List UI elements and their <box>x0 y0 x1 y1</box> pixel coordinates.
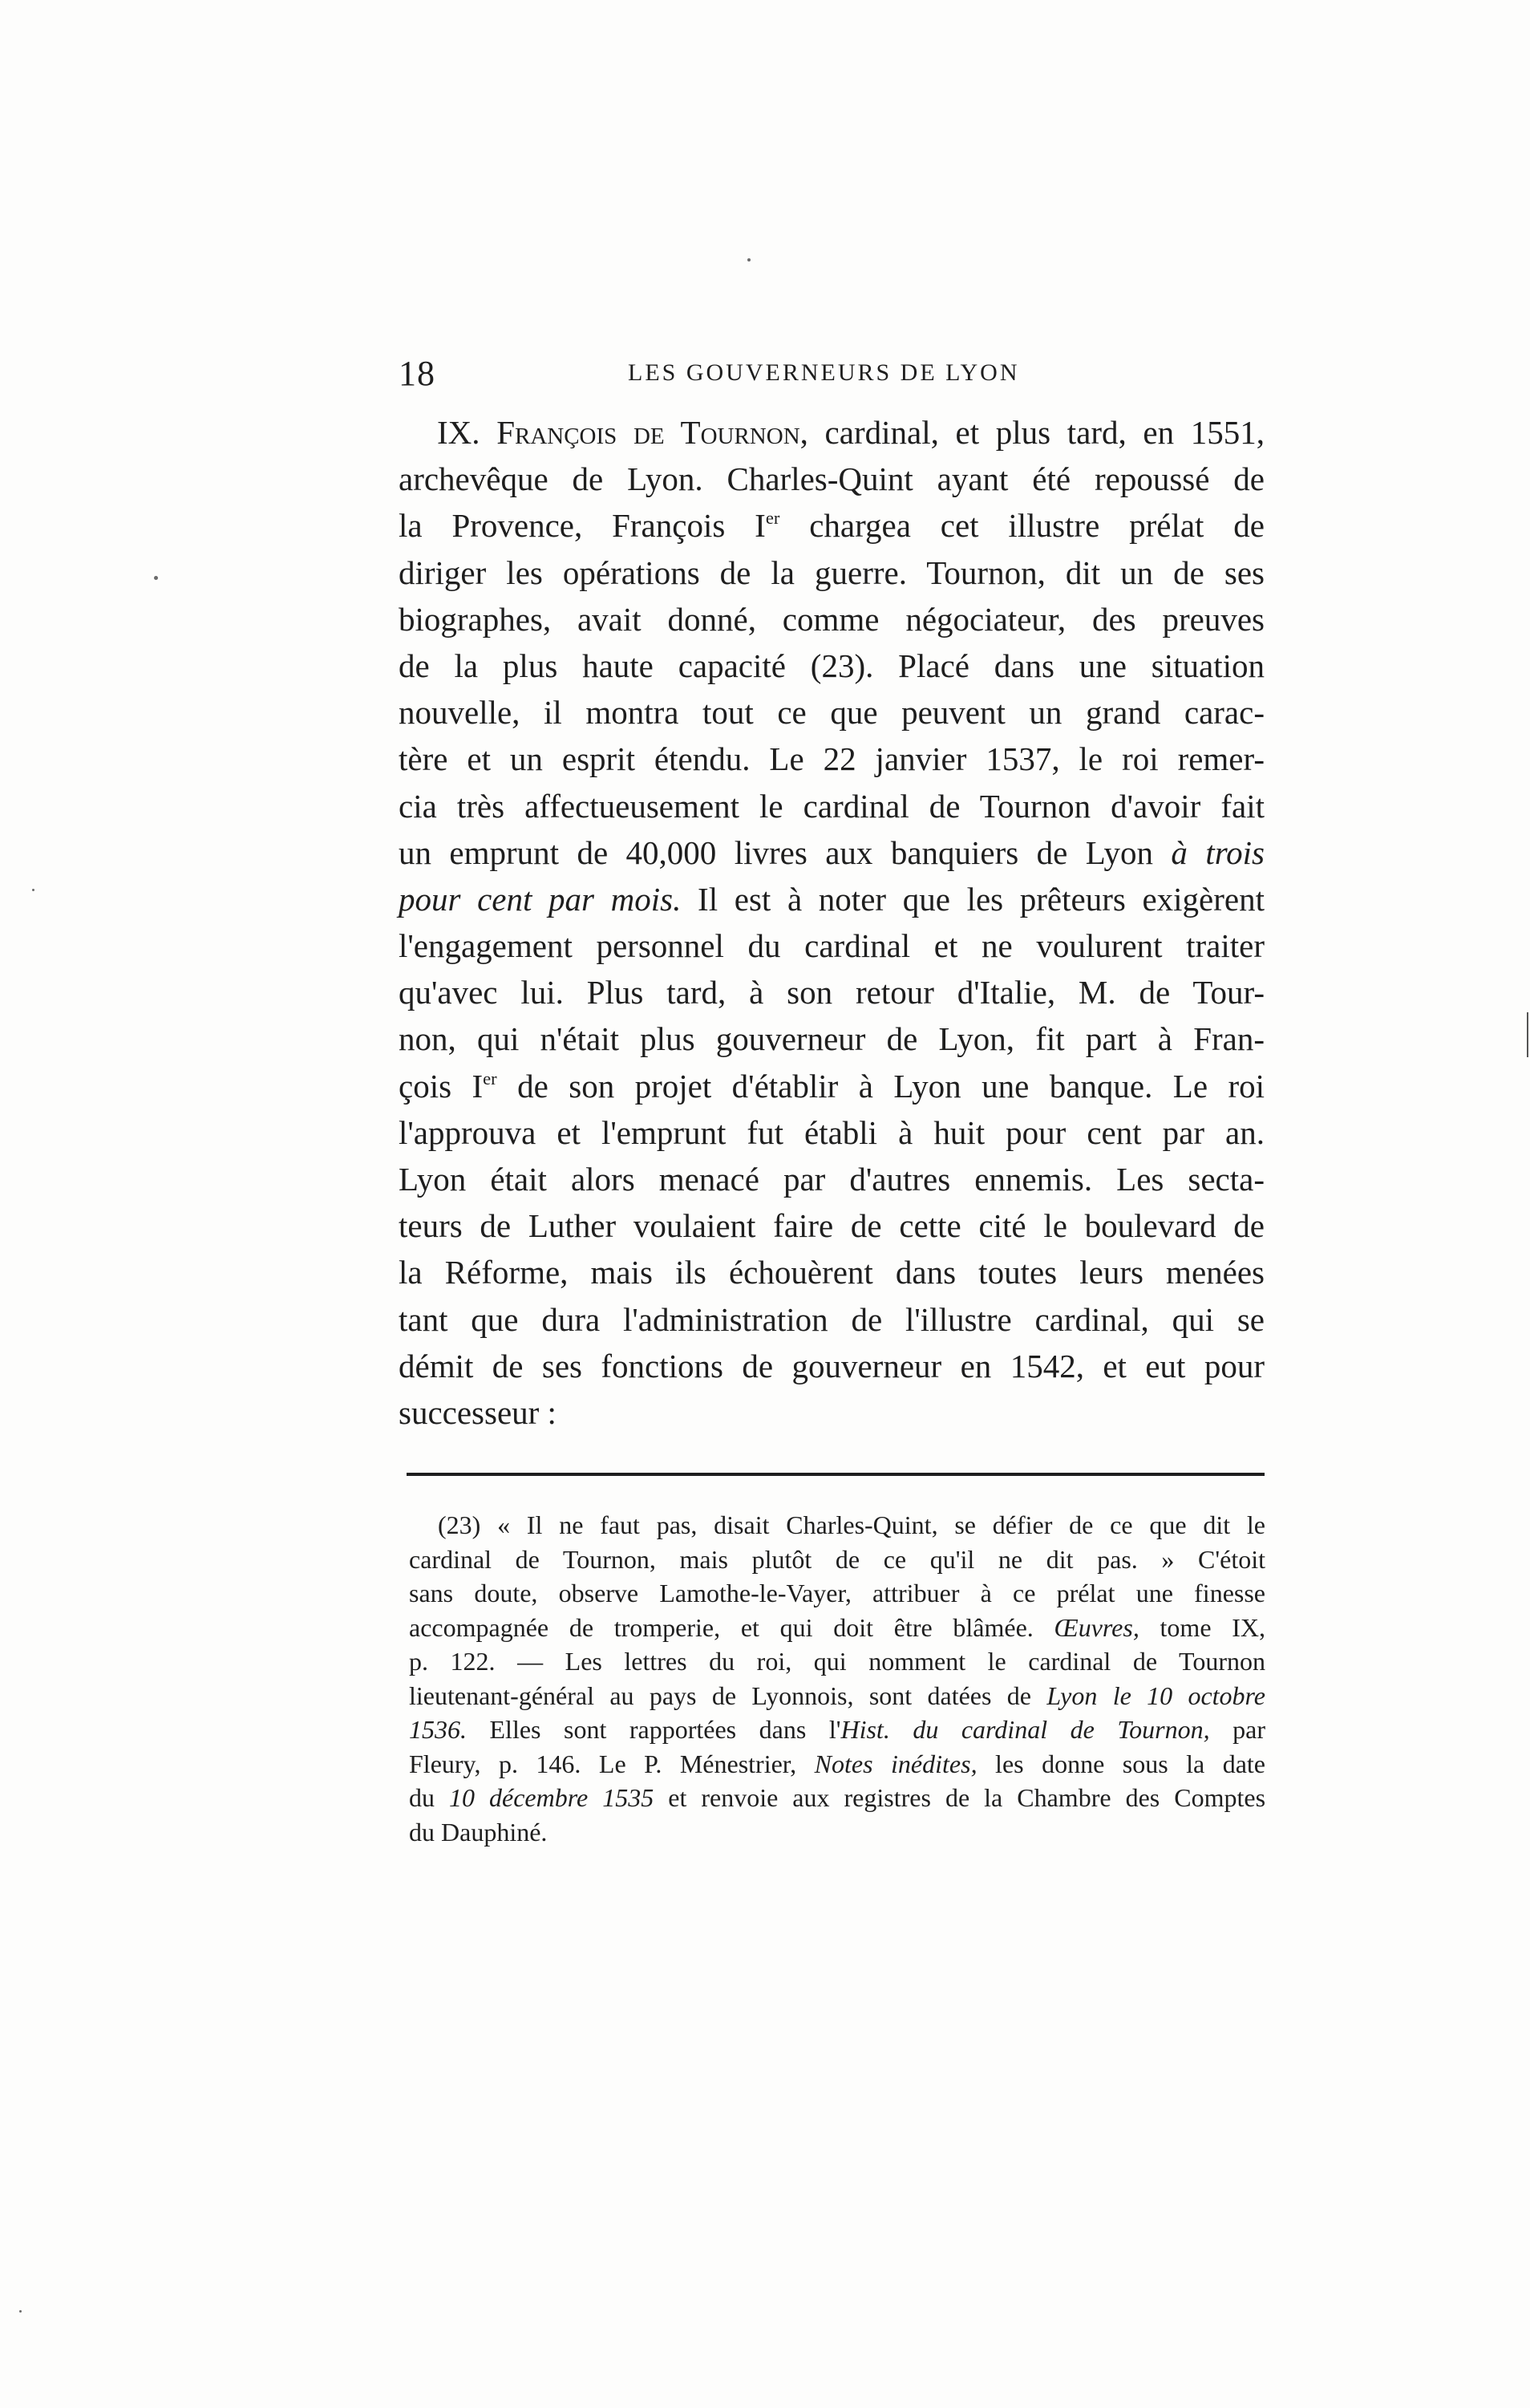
scan-speck <box>19 2310 22 2313</box>
scan-speck <box>747 258 751 261</box>
text-line: nouvelle, il montra tout ce que peuvent un grand carac- <box>399 694 1265 732</box>
running-title: LES GOUVERNEURS DE LYON <box>628 359 1020 386</box>
text-line: Lyon était alors menacé par d'autres ennemis. Les secta- <box>399 1161 1265 1198</box>
text-line: teurs de Luther voulaient faire de cette cité le boulevard de <box>399 1207 1265 1245</box>
footnote-line: sans doute, observe Lamothe-le-Vayer, attribuer à ce prélat une finesse <box>409 1579 1265 1607</box>
text-line: successeur : <box>399 1393 557 1431</box>
text-line: tant que dura l'administration de l'illustre cardinal, qui se <box>399 1300 1265 1338</box>
text-line: la Provence, François Ier chargea cet illustre prélat de <box>399 507 1265 545</box>
text-line: l'approuva et l'emprunt fut établi à huit pour cent par an. <box>399 1113 1265 1151</box>
footnote-line: du 10 décembre 1535 et renvoie aux registres de la Chambre des Comptes <box>409 1783 1266 1812</box>
footnote-line: accompagnée de tromperie, et qui doit être blâmée. Œuvres, tome IX, <box>409 1612 1265 1642</box>
text-line: pour cent par mois. Il est à noter que les prêteurs exigèrent <box>399 880 1265 918</box>
footnote-line: lieutenant-général au pays de Lyonnois, sont datées de Lyon le 10 octobre <box>409 1680 1266 1710</box>
text-line: tère et un esprit étendu. Le 22 janvier 1537, le roi remer- <box>399 740 1265 778</box>
text-line: non, qui n'était plus gouverneur de Lyon, fit part à Fran- <box>399 1020 1265 1058</box>
text-line: diriger les opérations de la guerre. Tournon, dit un de ses <box>399 553 1265 591</box>
text-line: cia très affectueusement le cardinal de Tournon d'avoir fait <box>399 787 1265 825</box>
footnote-line: Fleury, p. 146. Le P. Ménestrier, Notes inédites, les donne sous la date <box>409 1749 1266 1778</box>
footnote-line: p. 122. — Les lettres du roi, qui nomment le cardinal de Tournon <box>409 1647 1265 1676</box>
text-line: un emprunt de 40,000 livres aux banquiers de Lyon à trois <box>399 833 1265 871</box>
text-line: IX. François de Tournon, cardinal, et plus tard, en 1551, <box>437 414 1265 451</box>
footnote-line: 1536. Elles sont rapportées dans l'Hist. du cardinal de Tournon, par <box>409 1715 1266 1744</box>
scan-speck <box>32 889 34 891</box>
page-number: 18 <box>399 354 435 393</box>
text-line: çois Ier de son projet d'établir à Lyon une banque. Le roi <box>399 1067 1265 1105</box>
text-line: qu'avec lui. Plus tard, à son retour d'Italie, M. de Tour- <box>399 974 1265 1011</box>
text-line: biographes, avait donné, comme négociateur, des preuves <box>399 600 1265 638</box>
text-line: de la plus haute capacité (23). Placé dans une situation <box>399 647 1265 684</box>
footnote <box>409 1508 1265 1849</box>
footnote-rule <box>407 1473 1265 1476</box>
margin-mark <box>1527 1028 1528 1057</box>
scan-speck <box>154 576 158 580</box>
main-text <box>399 409 1265 1436</box>
text-line: l'engagement personnel du cardinal et ne voulurent traiter <box>399 927 1265 965</box>
text-line: démit de ses fonctions de gouverneur en 1542, et eut pour <box>399 1347 1265 1384</box>
footnote-line: du Dauphiné. <box>409 1817 548 1847</box>
footnote-line: cardinal de Tournon, mais plutôt de ce qu'il ne dit pas. » C'étoit <box>409 1544 1265 1574</box>
text-line: archevêque de Lyon. Charles-Quint ayant été repoussé de <box>399 460 1265 498</box>
page-header <box>399 353 1281 401</box>
text-line: la Réforme, mais ils échouèrent dans toutes leurs menées <box>399 1254 1265 1291</box>
footnote-line: (23) « Il ne faut pas, disait Charles-Quint, se défier de ce que dit le <box>438 1510 1265 1539</box>
